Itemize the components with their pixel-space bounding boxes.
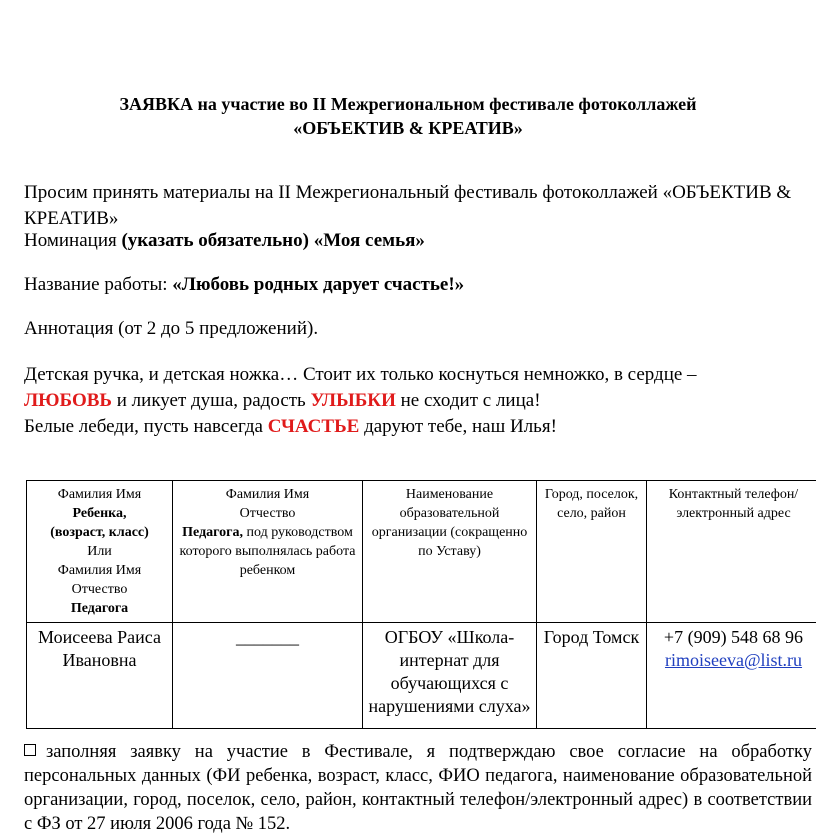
header-contact: Контактный телефон/ электронный адрес — [647, 481, 816, 623]
word-smile: УЛЫБКИ — [310, 390, 396, 411]
annotation-part5: даруют тебе, наш Илья! — [359, 416, 557, 437]
table-row — [27, 623, 816, 729]
nomination-line — [24, 228, 804, 254]
annotation-part3: не сходит с лица! — [395, 390, 541, 411]
header-col1-line4: Или — [87, 544, 112, 559]
word-love: ЛЮБОВЬ — [24, 390, 112, 411]
annotation-part2: и ликует душа, радость — [112, 390, 311, 411]
annotation-line2 — [24, 388, 804, 414]
word-happiness: СЧАСТЬЕ — [267, 416, 360, 437]
cell-teacher: _______ — [173, 623, 363, 729]
work-title-label: Название работы: — [24, 274, 173, 295]
consent-checkbox[interactable] — [24, 744, 36, 756]
header-col1-line7: Педагога — [70, 601, 129, 616]
header-city: Город, поселок, село, район — [537, 481, 647, 623]
work-title-value: «Любовь родных дарует счастье!» — [172, 274, 465, 295]
cell-organization: ОГБОУ «Школа-интернат для обучающихся с нарушениями слуха» — [363, 623, 537, 729]
annotation-text — [24, 362, 804, 440]
document-title-line2: «ОБЪЕКТИВ & КРЕАТИВ» — [293, 118, 523, 138]
application-table — [26, 480, 816, 729]
cell-city: Город Томск — [537, 623, 647, 729]
cell-contact — [647, 623, 816, 729]
annotation-label: Аннотация (от 2 до 5 предложений). — [24, 318, 319, 339]
consent-text — [24, 740, 812, 836]
work-title-line — [24, 272, 804, 298]
document-title-line1: ЗАЯВКА на участие во II Межрегиональном фестивале фотоколлажей — [119, 94, 697, 114]
header-col2-line1: Фамилия Имя — [225, 487, 310, 502]
header-col1-line2: Ребенка, — [72, 506, 127, 521]
header-col1-line6: Отчество — [71, 582, 128, 597]
header-teacher-name — [173, 481, 363, 623]
header-col1-line5: Фамилия Имя — [57, 563, 142, 578]
nomination-label: Номинация — [24, 230, 122, 251]
header-col1-line3: (возраст, класс) — [50, 525, 149, 540]
annotation-line1: Детская ручка, и детская ножка… Стоит их только коснуться немножко, в сердце – — [24, 364, 697, 385]
contact-phone: +7 (909) 548 68 96 — [663, 627, 804, 647]
table-header-row — [27, 481, 816, 623]
nomination-value: (указать обязательно) «Моя семья» — [121, 230, 425, 251]
header-col2-rest: под руководством которого выполнялась работа ребенком — [179, 525, 356, 578]
header-col2-line2: Отчество — [239, 506, 296, 521]
header-organization: Наименование образовательной организации (сокращенно по Уставу) — [363, 481, 537, 623]
header-col1-line1: Фамилия Имя — [57, 487, 142, 502]
request-text: Просим принять материалы на II Межрегиональный фестиваль фотоколлажей «ОБЪЕКТИВ & КРЕАТИВ» — [24, 182, 792, 229]
consent-statement: заполняя заявку на участие в Фестивале, я подтверждаю свое согласие на обработку персональных данных (ФИ ребенка, возраст, класс, ФИО педагога, наименование образовательной организации, город, поселок, село, район, контактный телефон/электронный адрес) в соответствии с ФЗ от 27 июля 2006 года № 152. — [24, 742, 812, 834]
header-child-name — [27, 481, 173, 623]
header-col2-bold: Педагога, — [182, 525, 244, 540]
cell-child-name: Моисеева Раиса Ивановна — [27, 623, 173, 729]
contact-email-link[interactable]: rimoiseeva@list.ru — [664, 650, 803, 670]
annotation-part4: Белые лебеди, пусть навсегда — [24, 416, 268, 437]
annotation-line3 — [24, 414, 804, 440]
